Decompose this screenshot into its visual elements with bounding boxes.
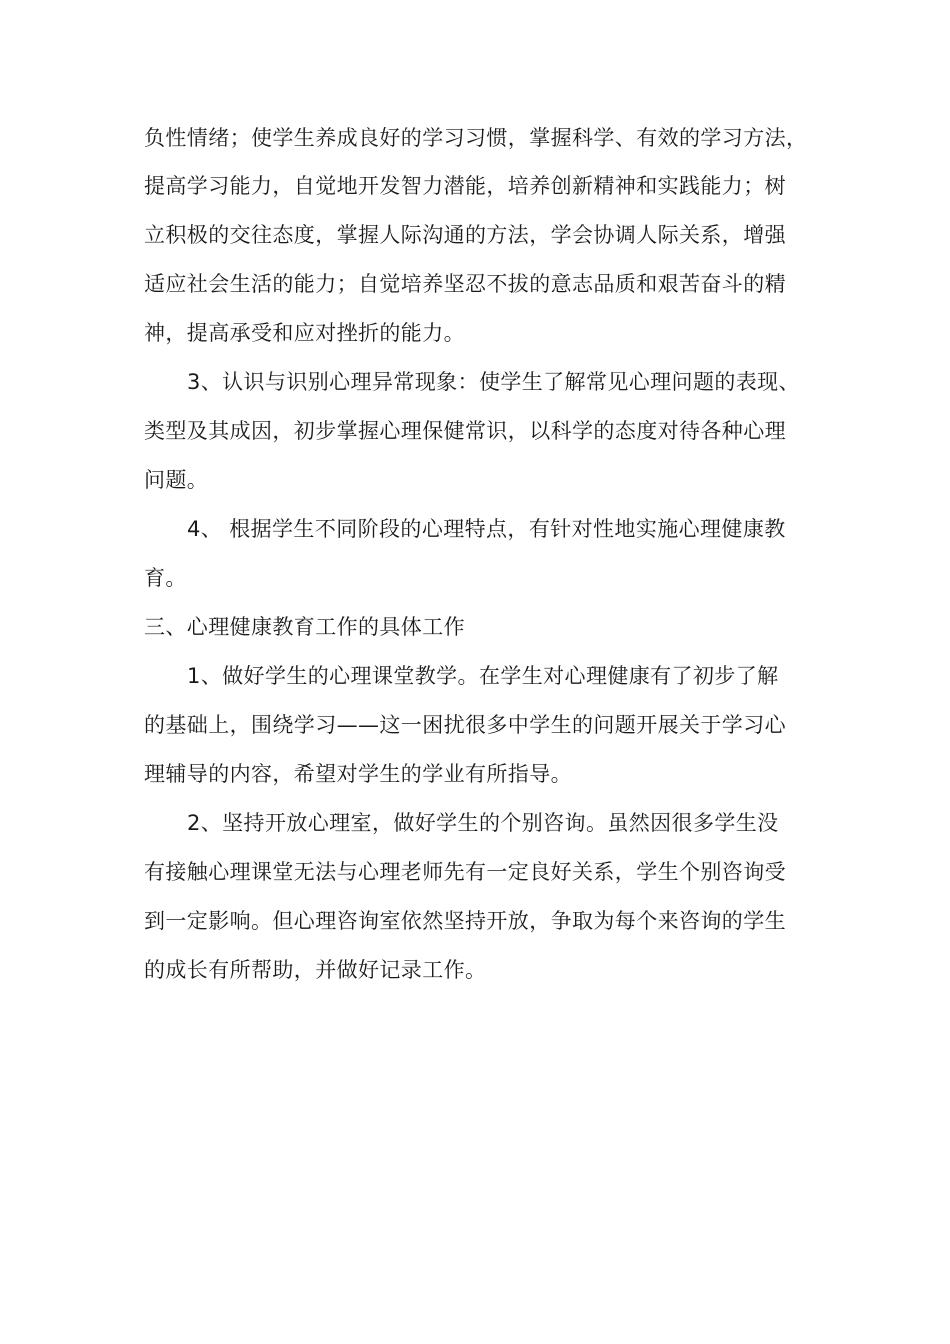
text-line: 提高学习能力，自觉地开发智力潜能，培养创新精神和实践能力；树 (144, 174, 786, 198)
text-line: 的成长有所帮助，并做好记录工作。 (144, 958, 487, 982)
text-line: 负性情绪；使学生养成良好的学习习惯，掌握科学、有效的学习方法， (144, 126, 808, 150)
text-line: 问题。 (144, 468, 209, 492)
text-line: 的基础上，围绕学习——这一困扰很多中学生的问题开展关于学习心 (144, 713, 786, 737)
text-line: 适应社会生活的能力；自觉培养坚忍不拔的意志品质和艰苦奋斗的精 (144, 272, 786, 296)
text-line: 1、做好学生的心理课堂教学。在学生对心理健康有了初步了解 (187, 664, 779, 688)
text-line: 立积极的交往态度，掌握人际沟通的方法，学会协调人际关系，增强 (144, 223, 786, 247)
text-line: 育。 (144, 566, 187, 590)
text-line: 类型及其成因，初步掌握心理保健常识，以科学的态度对待各种心理 (144, 419, 786, 443)
text-line: 神，提高承受和应对挫折的能力。 (144, 321, 465, 345)
text-line: 理辅导的内容，希望对学生的学业有所指导。 (144, 762, 572, 786)
text-line: 4、 根据学生不同阶段的心理特点，有针对性地实施心理健康教 (187, 517, 786, 541)
text-line: 有接触心理课堂无法与心理老师先有一定良好关系，学生个别咨询受 (144, 860, 786, 884)
text-line: 3、认识与识别心理异常现象：使学生了解常见心理问题的表现、 (187, 370, 800, 394)
text-line: 2、坚持开放心理室，做好学生的个别咨询。虽然因很多学生没 (187, 811, 779, 835)
section-heading: 三、心理健康教育工作的具体工作 (144, 615, 465, 639)
text-line: 到一定影响。但心理咨询室依然坚持开放，争取为每个来咨询的学生 (144, 909, 786, 933)
